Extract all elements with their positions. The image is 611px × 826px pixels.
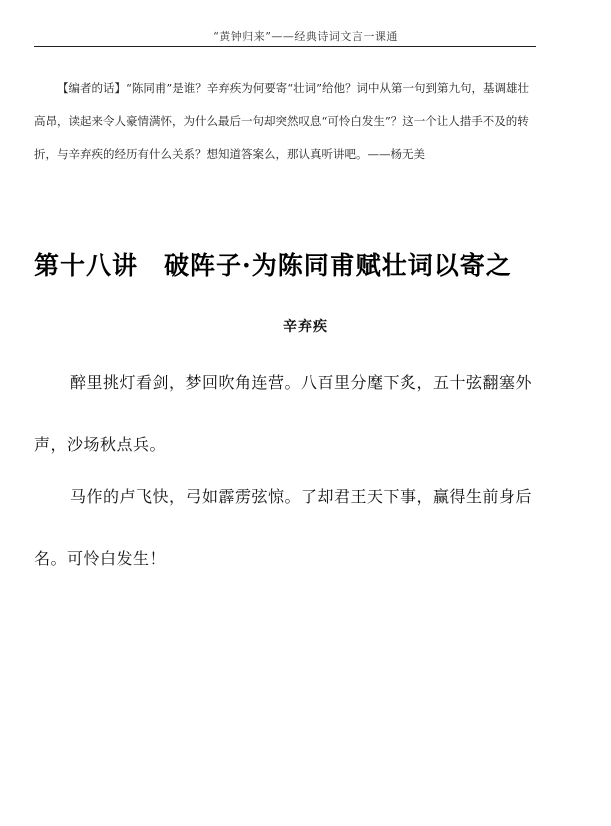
lecture-title: 第十八讲 破阵子·为陈同甫赋壮词以寄之 [34,251,512,280]
editor-note-text: 【编者的话】“陈同甫”是谁？辛弃疾为何要寄“壮词”给他？词中从第一句到第九句，基调雄壮高昂，读起来令人豪情满怀，为什么最后一句却突然叹息“可怜白发生”？这一个让人措手不及的转折，与辛弃疾的经历有什么关系？想知道答案么，那认真听讲吧。 [34,81,530,161]
running-header: “黄钟归来”——经典诗词文言一课通 [213,30,398,43]
poem-stanza-2: 马作的卢飞快，弓如霹雳弦惊。了却君王天下事，赢得生前身后名。可怜白发生！ [34,487,533,568]
editor-signoff: ——杨无美 [367,147,425,161]
poem-author: 辛弃疾 [283,319,328,335]
header-divider [34,46,536,47]
editor-note [34,72,536,171]
poem-stanza-1: 醉里挑灯看剑，梦回吹角连营。八百里分麾下炙，五十弦翻塞外声，沙场秋点兵。 [34,373,533,454]
